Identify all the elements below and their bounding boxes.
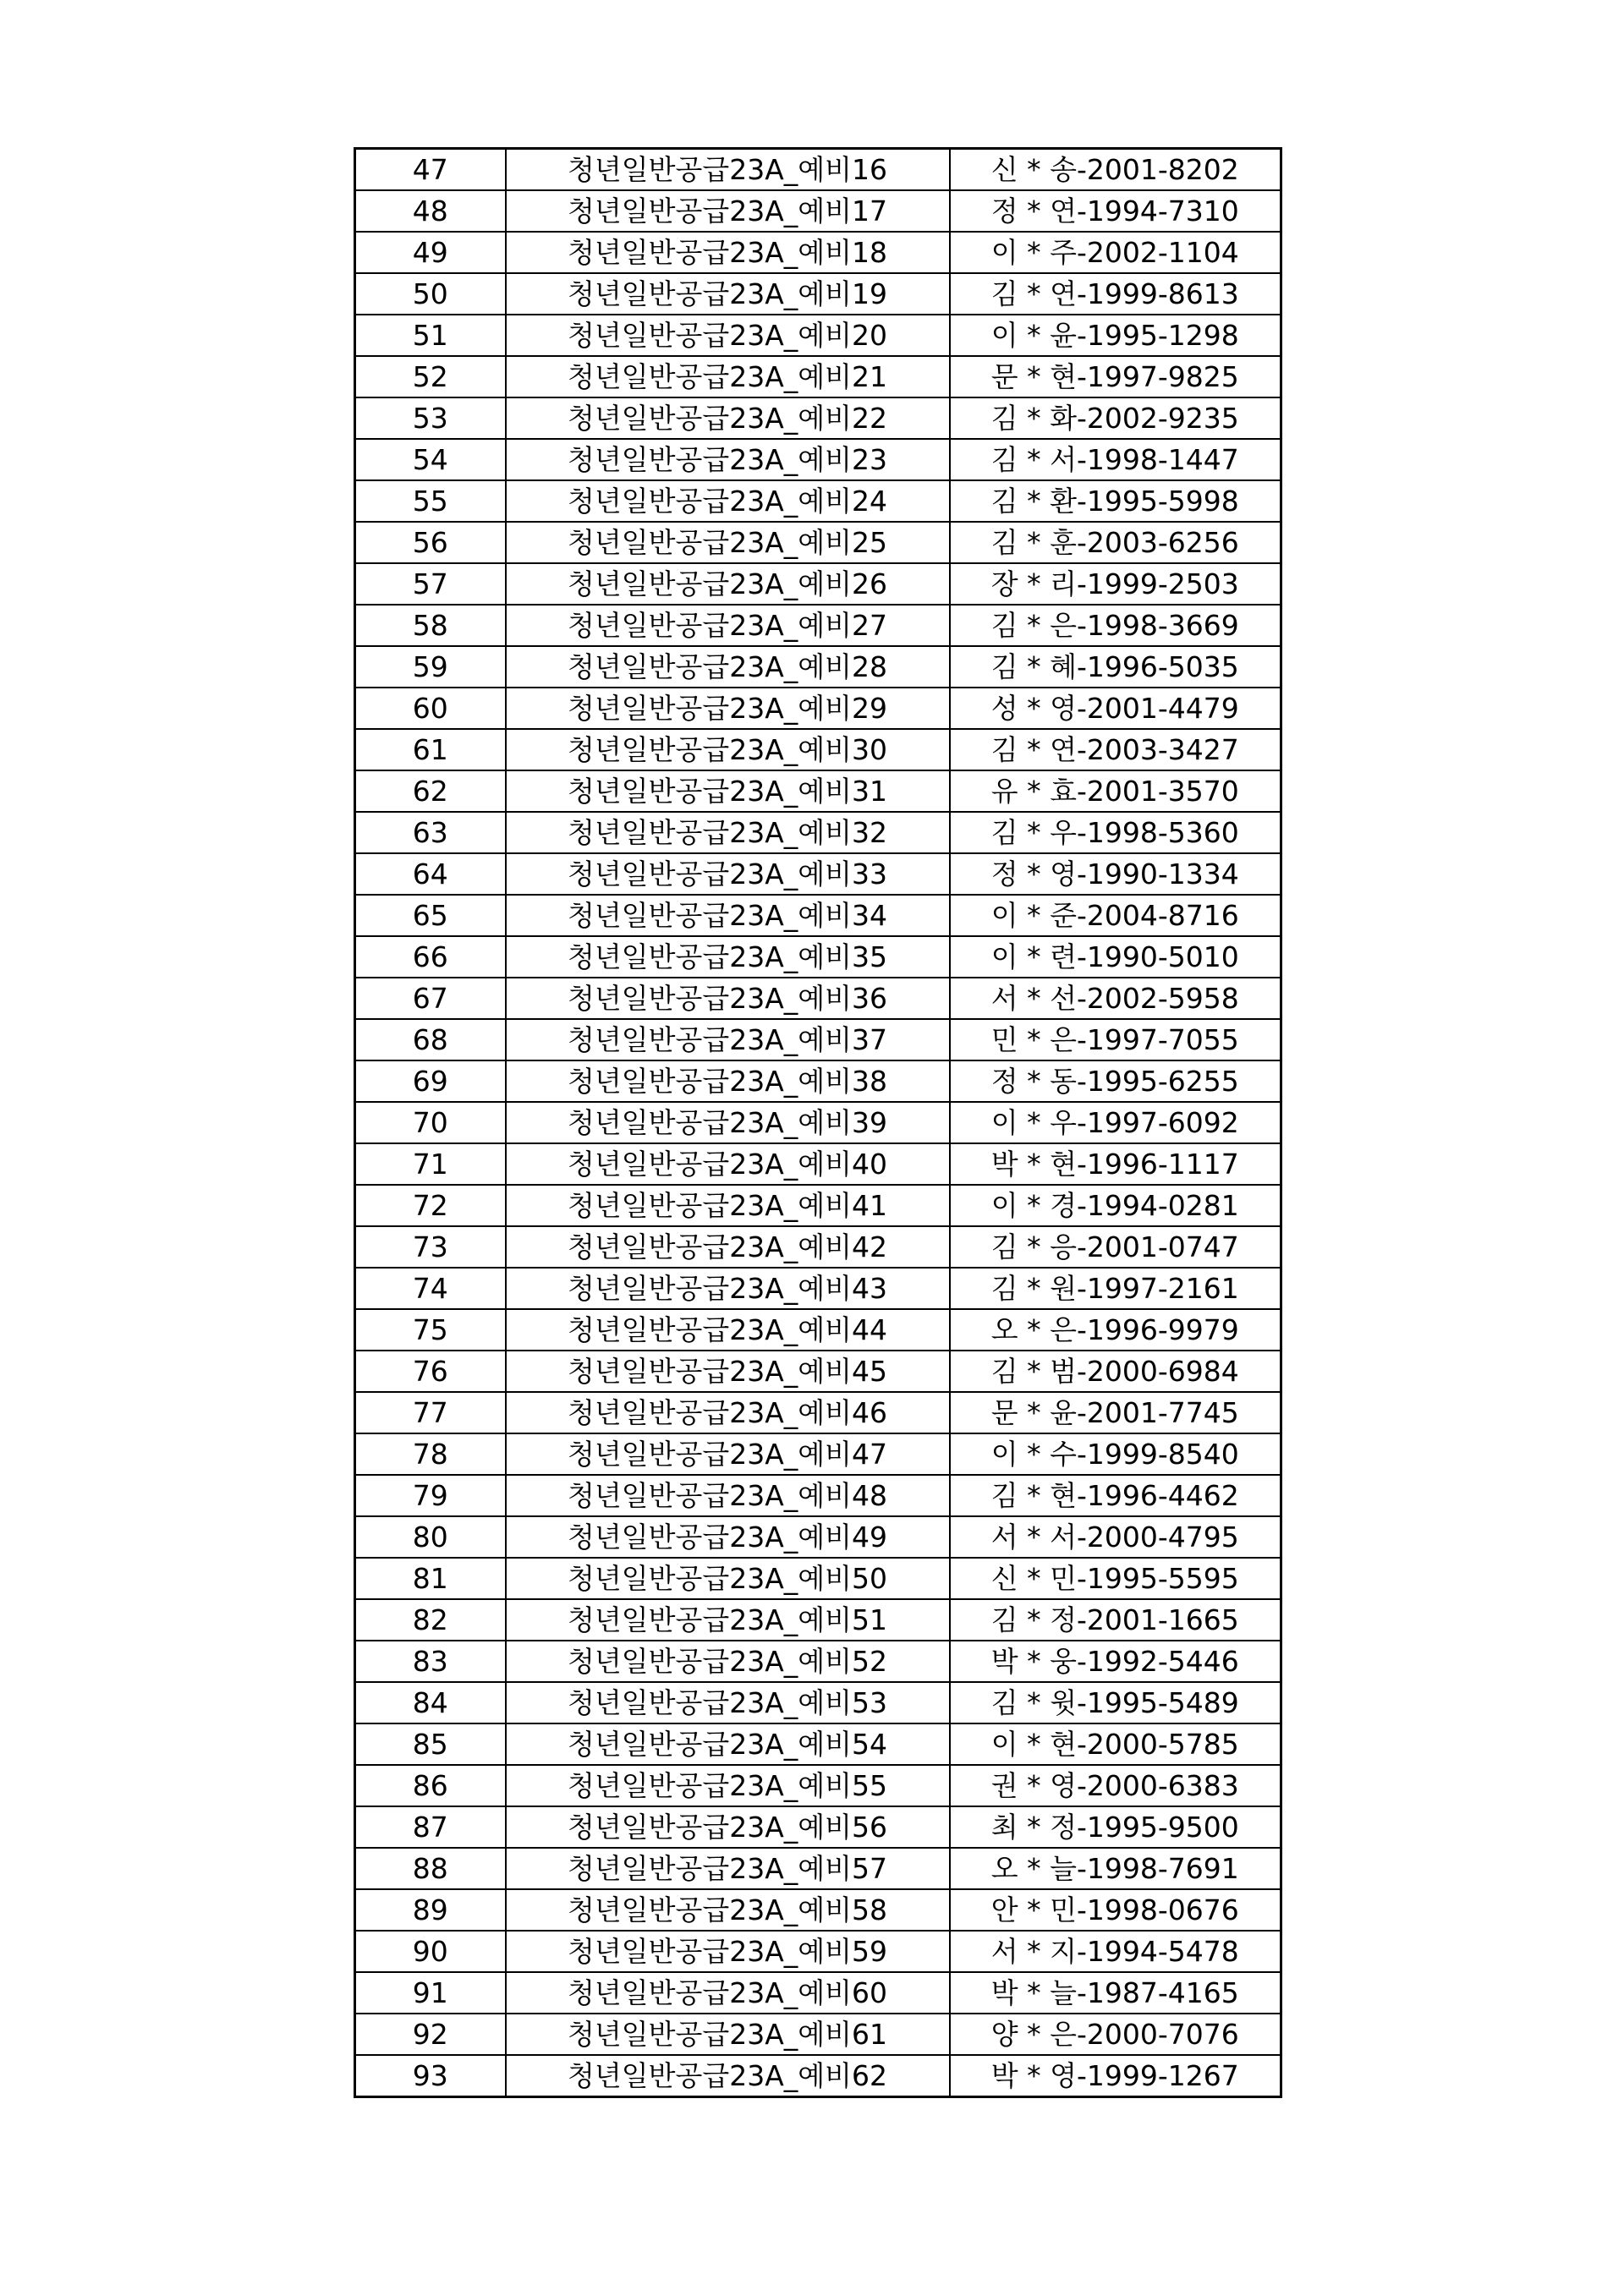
row-number-cell: 85 <box>355 1723 506 1765</box>
supply-type-cell: 청년일반공급23A_예비43 <box>506 1268 950 1309</box>
row-number-cell: 93 <box>355 2055 506 2097</box>
supply-type-cell: 청년일반공급23A_예비28 <box>506 646 950 688</box>
table-row <box>355 1226 1281 1268</box>
applicant-id-cell: 최 * 정-1995-9500 <box>950 1806 1281 1848</box>
supply-type-cell: 청년일반공급23A_예비18 <box>506 232 950 273</box>
supply-type-cell: 청년일반공급23A_예비24 <box>506 480 950 522</box>
applicant-id-cell: 박 * 영-1999-1267 <box>950 2055 1281 2097</box>
applicant-id-cell: 김 * 서-1998-1447 <box>950 439 1281 480</box>
applicant-id-cell: 민 * 은-1997-7055 <box>950 1019 1281 1060</box>
table-row <box>355 688 1281 729</box>
row-number-cell: 91 <box>355 1972 506 2014</box>
row-number-cell: 48 <box>355 190 506 232</box>
supply-type-cell: 청년일반공급23A_예비33 <box>506 853 950 895</box>
table-row <box>355 522 1281 563</box>
applicant-id-cell: 장 * 리-1999-2503 <box>950 563 1281 605</box>
row-number-cell: 69 <box>355 1060 506 1102</box>
applicant-id-cell: 이 * 경-1994-0281 <box>950 1185 1281 1226</box>
supply-type-cell: 청년일반공급23A_예비38 <box>506 1060 950 1102</box>
row-number-cell: 53 <box>355 397 506 439</box>
supply-type-cell: 청년일반공급23A_예비22 <box>506 397 950 439</box>
table-row <box>355 1143 1281 1185</box>
supply-type-cell: 청년일반공급23A_예비49 <box>506 1516 950 1558</box>
supply-type-cell: 청년일반공급23A_예비35 <box>506 936 950 978</box>
applicant-id-cell: 김 * 훈-2003-6256 <box>950 522 1281 563</box>
applicant-id-cell: 이 * 련-1990-5010 <box>950 936 1281 978</box>
table-row <box>355 1806 1281 1848</box>
row-number-cell: 81 <box>355 1558 506 1599</box>
row-number-cell: 47 <box>355 149 506 191</box>
table-row <box>355 1516 1281 1558</box>
table-row <box>355 605 1281 646</box>
row-number-cell: 51 <box>355 315 506 356</box>
supply-type-cell: 청년일반공급23A_예비41 <box>506 1185 950 1226</box>
applicant-id-cell: 김 * 우-1998-5360 <box>950 812 1281 853</box>
table-row <box>355 1102 1281 1143</box>
table-row <box>355 1931 1281 1972</box>
table-row <box>355 1475 1281 1516</box>
supply-type-cell: 청년일반공급23A_예비60 <box>506 1972 950 2014</box>
row-number-cell: 74 <box>355 1268 506 1309</box>
row-number-cell: 65 <box>355 895 506 936</box>
applicant-id-cell: 박 * 현-1996-1117 <box>950 1143 1281 1185</box>
row-number-cell: 84 <box>355 1682 506 1723</box>
table-row <box>355 273 1281 315</box>
applicant-id-cell: 문 * 윤-2001-7745 <box>950 1392 1281 1433</box>
row-number-cell: 77 <box>355 1392 506 1433</box>
row-number-cell: 52 <box>355 356 506 397</box>
row-number-cell: 80 <box>355 1516 506 1558</box>
supply-type-cell: 청년일반공급23A_예비37 <box>506 1019 950 1060</box>
table-row <box>355 190 1281 232</box>
row-number-cell: 88 <box>355 1848 506 1889</box>
row-number-cell: 58 <box>355 605 506 646</box>
applicant-id-cell: 신 * 송-2001-8202 <box>950 149 1281 191</box>
table-row <box>355 480 1281 522</box>
table-row <box>355 1558 1281 1599</box>
supply-type-cell: 청년일반공급23A_예비56 <box>506 1806 950 1848</box>
supply-type-cell: 청년일반공급23A_예비55 <box>506 1765 950 1806</box>
supply-type-cell: 청년일반공급23A_예비32 <box>506 812 950 853</box>
row-number-cell: 73 <box>355 1226 506 1268</box>
row-number-cell: 70 <box>355 1102 506 1143</box>
applicant-id-cell: 김 * 윗-1995-5489 <box>950 1682 1281 1723</box>
applicant-list-table <box>354 147 1282 2098</box>
supply-type-cell: 청년일반공급23A_예비58 <box>506 1889 950 1931</box>
applicant-id-cell: 유 * 효-2001-3570 <box>950 770 1281 812</box>
row-number-cell: 75 <box>355 1309 506 1351</box>
supply-type-cell: 청년일반공급23A_예비30 <box>506 729 950 770</box>
applicant-id-cell: 김 * 정-2001-1665 <box>950 1599 1281 1641</box>
row-number-cell: 62 <box>355 770 506 812</box>
applicant-id-cell: 김 * 응-2001-0747 <box>950 1226 1281 1268</box>
table-row <box>355 315 1281 356</box>
row-number-cell: 59 <box>355 646 506 688</box>
row-number-cell: 79 <box>355 1475 506 1516</box>
row-number-cell: 50 <box>355 273 506 315</box>
row-number-cell: 86 <box>355 1765 506 1806</box>
applicant-id-cell: 서 * 선-2002-5958 <box>950 978 1281 1019</box>
table-row <box>355 563 1281 605</box>
row-number-cell: 49 <box>355 232 506 273</box>
supply-type-cell: 청년일반공급23A_예비52 <box>506 1641 950 1682</box>
applicant-id-cell: 서 * 서-2000-4795 <box>950 1516 1281 1558</box>
applicant-id-cell: 오 * 은-1996-9979 <box>950 1309 1281 1351</box>
applicant-id-cell: 문 * 현-1997-9825 <box>950 356 1281 397</box>
applicant-id-cell: 권 * 영-2000-6383 <box>950 1765 1281 1806</box>
table-row <box>355 439 1281 480</box>
table-row <box>355 1433 1281 1475</box>
supply-type-cell: 청년일반공급23A_예비57 <box>506 1848 950 1889</box>
applicant-id-cell: 이 * 준-2004-8716 <box>950 895 1281 936</box>
supply-type-cell: 청년일반공급23A_예비34 <box>506 895 950 936</box>
row-number-cell: 68 <box>355 1019 506 1060</box>
supply-type-cell: 청년일반공급23A_예비27 <box>506 605 950 646</box>
supply-type-cell: 청년일반공급23A_예비17 <box>506 190 950 232</box>
table-body <box>355 149 1281 2097</box>
supply-type-cell: 청년일반공급23A_예비44 <box>506 1309 950 1351</box>
row-number-cell: 54 <box>355 439 506 480</box>
applicant-id-cell: 이 * 수-1999-8540 <box>950 1433 1281 1475</box>
applicant-id-cell: 정 * 연-1994-7310 <box>950 190 1281 232</box>
table-row <box>355 1682 1281 1723</box>
row-number-cell: 78 <box>355 1433 506 1475</box>
table-row <box>355 232 1281 273</box>
supply-type-cell: 청년일반공급23A_예비20 <box>506 315 950 356</box>
applicant-id-cell: 정 * 동-1995-6255 <box>950 1060 1281 1102</box>
applicant-id-cell: 이 * 주-2002-1104 <box>950 232 1281 273</box>
applicant-id-cell: 신 * 민-1995-5595 <box>950 1558 1281 1599</box>
supply-type-cell: 청년일반공급23A_예비47 <box>506 1433 950 1475</box>
applicant-id-cell: 성 * 영-2001-4479 <box>950 688 1281 729</box>
supply-type-cell: 청년일반공급23A_예비61 <box>506 2014 950 2055</box>
applicant-id-cell: 김 * 범-2000-6984 <box>950 1351 1281 1392</box>
table-row <box>355 356 1281 397</box>
supply-type-cell: 청년일반공급23A_예비26 <box>506 563 950 605</box>
table-row <box>355 1351 1281 1392</box>
applicant-id-cell: 김 * 환-1995-5998 <box>950 480 1281 522</box>
row-number-cell: 66 <box>355 936 506 978</box>
supply-type-cell: 청년일반공급23A_예비23 <box>506 439 950 480</box>
row-number-cell: 60 <box>355 688 506 729</box>
applicant-id-cell: 김 * 은-1998-3669 <box>950 605 1281 646</box>
supply-type-cell: 청년일반공급23A_예비46 <box>506 1392 950 1433</box>
applicant-id-cell: 김 * 화-2002-9235 <box>950 397 1281 439</box>
table-row <box>355 1392 1281 1433</box>
supply-type-cell: 청년일반공급23A_예비21 <box>506 356 950 397</box>
applicant-id-cell: 안 * 민-1998-0676 <box>950 1889 1281 1931</box>
row-number-cell: 89 <box>355 1889 506 1931</box>
table-row <box>355 149 1281 191</box>
table-row <box>355 1309 1281 1351</box>
table-row <box>355 1848 1281 1889</box>
table-row <box>355 1019 1281 1060</box>
table-row <box>355 936 1281 978</box>
row-number-cell: 61 <box>355 729 506 770</box>
table-row <box>355 1599 1281 1641</box>
table-row <box>355 2055 1281 2097</box>
supply-type-cell: 청년일반공급23A_예비59 <box>506 1931 950 1972</box>
row-number-cell: 63 <box>355 812 506 853</box>
applicant-id-cell: 이 * 윤-1995-1298 <box>950 315 1281 356</box>
supply-type-cell: 청년일반공급23A_예비42 <box>506 1226 950 1268</box>
supply-type-cell: 청년일반공급23A_예비39 <box>506 1102 950 1143</box>
table-row <box>355 978 1281 1019</box>
row-number-cell: 90 <box>355 1931 506 1972</box>
table-row <box>355 1765 1281 1806</box>
table-row <box>355 729 1281 770</box>
row-number-cell: 64 <box>355 853 506 895</box>
supply-type-cell: 청년일반공급23A_예비54 <box>506 1723 950 1765</box>
row-number-cell: 57 <box>355 563 506 605</box>
supply-type-cell: 청년일반공급23A_예비36 <box>506 978 950 1019</box>
table-row <box>355 770 1281 812</box>
row-number-cell: 67 <box>355 978 506 1019</box>
supply-type-cell: 청년일반공급23A_예비25 <box>506 522 950 563</box>
supply-type-cell: 청년일반공급23A_예비50 <box>506 1558 950 1599</box>
applicant-id-cell: 서 * 지-1994-5478 <box>950 1931 1281 1972</box>
supply-type-cell: 청년일반공급23A_예비19 <box>506 273 950 315</box>
row-number-cell: 83 <box>355 1641 506 1682</box>
applicant-id-cell: 박 * 웅-1992-5446 <box>950 1641 1281 1682</box>
supply-type-cell: 청년일반공급23A_예비62 <box>506 2055 950 2097</box>
applicant-id-cell: 김 * 연-2003-3427 <box>950 729 1281 770</box>
row-number-cell: 87 <box>355 1806 506 1848</box>
table-row <box>355 1185 1281 1226</box>
table-row <box>355 1268 1281 1309</box>
row-number-cell: 72 <box>355 1185 506 1226</box>
applicant-id-cell: 김 * 현-1996-4462 <box>950 1475 1281 1516</box>
applicant-id-cell: 이 * 현-2000-5785 <box>950 1723 1281 1765</box>
applicant-id-cell: 박 * 늘-1987-4165 <box>950 1972 1281 2014</box>
table-row <box>355 1060 1281 1102</box>
applicant-id-cell: 정 * 영-1990-1334 <box>950 853 1281 895</box>
applicant-id-cell: 오 * 늘-1998-7691 <box>950 1848 1281 1889</box>
table-row <box>355 1972 1281 2014</box>
table-row <box>355 397 1281 439</box>
row-number-cell: 76 <box>355 1351 506 1392</box>
applicant-id-cell: 양 * 은-2000-7076 <box>950 2014 1281 2055</box>
supply-type-cell: 청년일반공급23A_예비51 <box>506 1599 950 1641</box>
row-number-cell: 92 <box>355 2014 506 2055</box>
applicant-id-cell: 이 * 우-1997-6092 <box>950 1102 1281 1143</box>
row-number-cell: 56 <box>355 522 506 563</box>
supply-type-cell: 청년일반공급23A_예비40 <box>506 1143 950 1185</box>
table-row <box>355 1723 1281 1765</box>
supply-type-cell: 청년일반공급23A_예비53 <box>506 1682 950 1723</box>
row-number-cell: 71 <box>355 1143 506 1185</box>
applicant-id-cell: 김 * 원-1997-2161 <box>950 1268 1281 1309</box>
table-row <box>355 646 1281 688</box>
row-number-cell: 55 <box>355 480 506 522</box>
table-row <box>355 1889 1281 1931</box>
table-row <box>355 895 1281 936</box>
supply-type-cell: 청년일반공급23A_예비31 <box>506 770 950 812</box>
table-row <box>355 812 1281 853</box>
table-row <box>355 853 1281 895</box>
row-number-cell: 82 <box>355 1599 506 1641</box>
supply-type-cell: 청년일반공급23A_예비16 <box>506 149 950 191</box>
table-row <box>355 2014 1281 2055</box>
table-row <box>355 1641 1281 1682</box>
supply-type-cell: 청년일반공급23A_예비29 <box>506 688 950 729</box>
supply-type-cell: 청년일반공급23A_예비45 <box>506 1351 950 1392</box>
applicant-id-cell: 김 * 연-1999-8613 <box>950 273 1281 315</box>
applicant-id-cell: 김 * 혜-1996-5035 <box>950 646 1281 688</box>
supply-type-cell: 청년일반공급23A_예비48 <box>506 1475 950 1516</box>
